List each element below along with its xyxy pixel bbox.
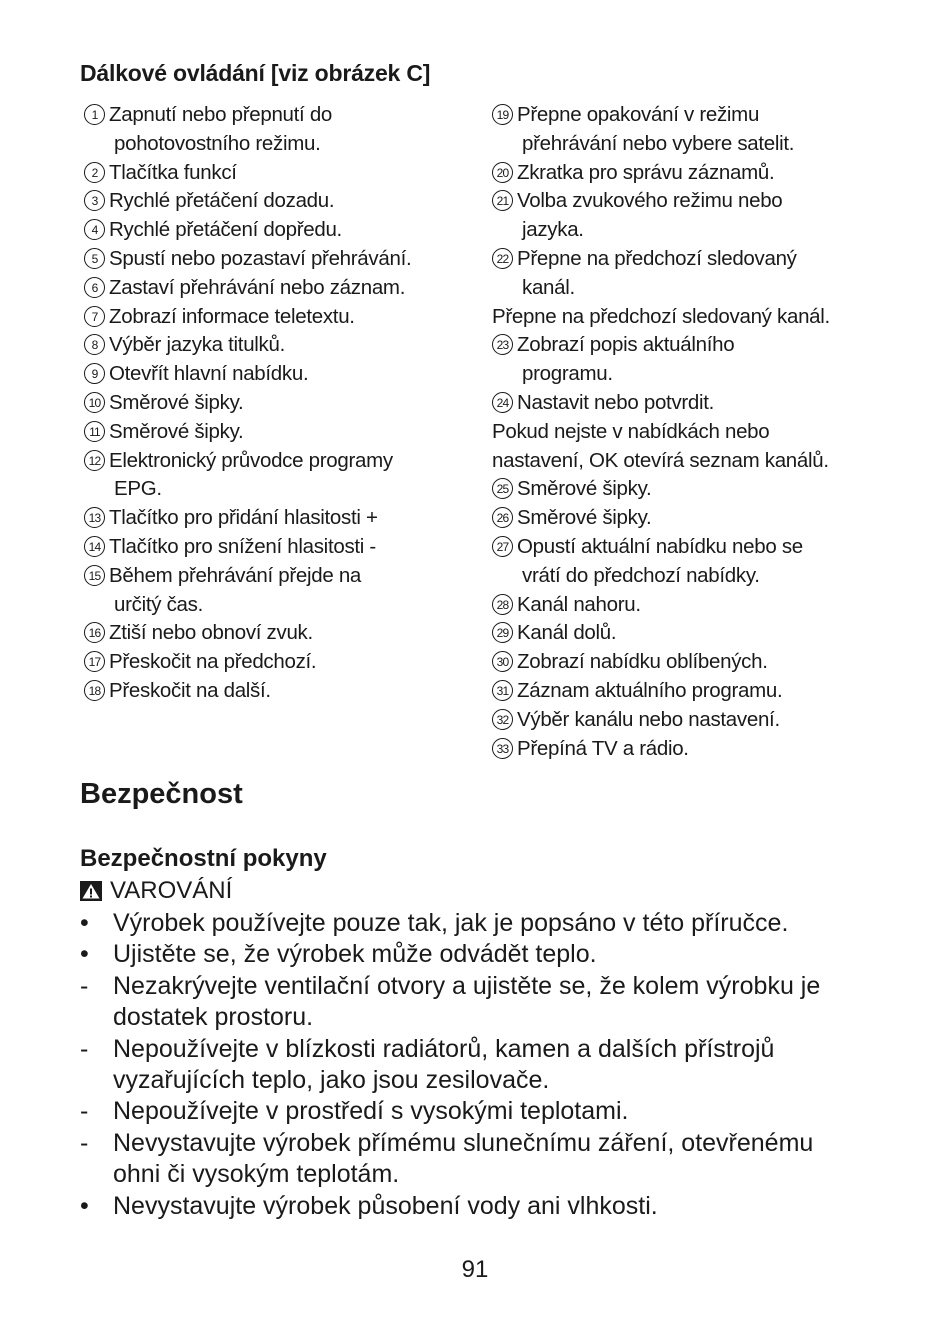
remote-key-item: [84, 504, 484, 533]
key-note: nastavení, OK otevírá seznam kanálů.: [492, 448, 829, 472]
remote-key-item: [84, 245, 484, 274]
key-description: Během přehrávání přejde na: [109, 563, 362, 587]
list-marker: •: [80, 909, 89, 937]
list-marker: •: [80, 1191, 89, 1220]
remote-key-item: [84, 677, 484, 706]
key-number: 7: [84, 306, 105, 327]
key-description: Směrové šipky.: [517, 506, 652, 530]
key-description: Směrové šipky.: [109, 419, 244, 443]
remote-key-item: [492, 331, 887, 389]
remote-key-item: [84, 562, 484, 620]
remote-key-item: [84, 418, 484, 447]
key-number: 2: [84, 162, 105, 183]
remote-key-item: [84, 187, 484, 216]
safety-item-text: Nepoužívejte v blízkosti radiátorů, kamen a dalších přístrojů: [113, 1034, 775, 1063]
remote-key-item: [492, 533, 887, 591]
safety-item-text: Výrobek používejte pouze tak, jak je popsáno v této příručce.: [113, 909, 789, 937]
key-number: 14: [84, 536, 105, 557]
key-number: 4: [84, 219, 105, 240]
remote-key-item: [492, 648, 887, 677]
safety-item: [80, 1034, 880, 1097]
key-description: Elektronický průvodce programy: [109, 448, 393, 472]
key-description: Kanál nahoru.: [517, 592, 641, 616]
key-description: Volba zvukového režimu nebo: [517, 189, 783, 213]
key-number: 13: [84, 507, 105, 528]
key-number: 27: [492, 536, 513, 557]
key-number: 15: [84, 565, 105, 586]
key-description: Přeskočit na další.: [109, 678, 271, 702]
remote-key-item: [84, 159, 484, 188]
key-description: Zobrazí nabídku oblíbených.: [517, 650, 768, 674]
safety-list: [80, 908, 880, 1222]
key-number: 17: [84, 651, 105, 672]
remote-key-item: [492, 159, 887, 188]
list-marker: -: [80, 971, 89, 1000]
key-number: 11: [84, 421, 105, 442]
key-description: Zastaví přehrávání nebo záznam.: [109, 275, 406, 299]
key-description: Zobrazí informace teletextu.: [109, 304, 355, 328]
key-description: Přepne na předchozí sledovaný: [517, 246, 797, 270]
key-number: 10: [84, 392, 105, 413]
list-marker: -: [80, 1034, 89, 1063]
key-number: 16: [84, 622, 105, 643]
key-note: Přepne na předchozí sledovaný kanál.: [492, 304, 830, 328]
key-number: 1: [84, 104, 105, 125]
key-description: Směrové šipky.: [517, 477, 652, 501]
remote-key-item: [84, 533, 484, 562]
key-number: 6: [84, 277, 105, 298]
key-description: Přepne opakování v režimu: [517, 103, 760, 126]
remote-key-item: [84, 101, 484, 159]
key-number: 30: [492, 651, 513, 672]
key-number: 20: [492, 162, 513, 183]
safety-heading: Bezpečnost: [80, 778, 243, 810]
key-number: 3: [84, 190, 105, 211]
key-number: 28: [492, 594, 513, 615]
warning-row: [80, 877, 232, 905]
key-description: Ztiší nebo obnoví zvuk.: [109, 621, 313, 645]
key-number: 18: [84, 680, 105, 701]
safety-item: [80, 971, 880, 1034]
remote-key-item: [84, 447, 484, 505]
remote-key-item: [492, 475, 887, 504]
key-description: Zobrazí popis aktuálního: [517, 333, 735, 357]
key-description: Směrové šipky.: [109, 390, 244, 414]
remote-key-item: [84, 619, 484, 648]
safety-item-text: vyzařujících teplo, jako jsou zesilovače.: [113, 1066, 550, 1095]
remote-key-item: [84, 389, 484, 418]
key-description: Zapnutí nebo přepnutí do: [109, 103, 333, 126]
key-description: Otevřít hlavní nabídku.: [109, 362, 309, 386]
key-number: 31: [492, 680, 513, 701]
key-description: Přeskočit na předchozí.: [109, 650, 317, 674]
key-description: Tlačítko pro snížení hlasitosti -: [109, 534, 376, 558]
remote-key-item: [84, 216, 484, 245]
safety-item: [80, 1128, 880, 1191]
key-number: 24: [492, 392, 513, 413]
key-description: programu.: [522, 362, 613, 386]
key-number: 26: [492, 507, 513, 528]
list-marker: -: [80, 1128, 89, 1157]
remote-key-item: [492, 591, 887, 620]
warning-label: VAROVÁNÍ: [110, 877, 233, 904]
remote-key-item: [84, 274, 484, 303]
safety-subheading: Bezpečnostní pokyny: [80, 845, 327, 872]
safety-item-text: Ujistěte se, že výrobek může odvádět teplo.: [113, 940, 597, 969]
remote-key-column-right: [492, 101, 887, 763]
key-number: 25: [492, 478, 513, 499]
key-number: 21: [492, 190, 513, 211]
remote-key-item: [492, 735, 887, 764]
safety-item-text: ohni či vysokým teplotám.: [113, 1160, 400, 1189]
manual-page: [80, 0, 880, 1319]
safety-item: [80, 939, 880, 970]
key-description: Výběr kanálu nebo nastavení.: [517, 707, 780, 731]
key-number: 8: [84, 334, 105, 355]
key-description: Přepíná TV a rádio.: [517, 736, 689, 760]
safety-item: [80, 908, 880, 939]
safety-item-text: Nepoužívejte v prostředí s vysokými teplotami.: [113, 1097, 629, 1126]
key-note: Pokud nejste v nabídkách nebo: [492, 419, 770, 443]
remote-key-item: [492, 389, 887, 418]
key-description: EPG.: [114, 477, 162, 501]
key-number: 9: [84, 363, 105, 384]
key-description: Kanál dolů.: [517, 621, 617, 645]
list-marker: •: [80, 940, 89, 969]
warning-icon: [80, 881, 102, 901]
list-marker: -: [80, 1097, 89, 1126]
key-description: Výběr jazyka titulků.: [109, 333, 285, 357]
key-description: jazyka.: [522, 218, 584, 242]
key-description: pohotovostního režimu.: [114, 131, 321, 155]
remote-heading: Dálkové ovládání [viz obrázek C]: [80, 60, 431, 86]
safety-item-text: Nezakrývejte ventilační otvory a ujistěte se, že kolem výrobku je: [113, 971, 821, 1000]
remote-key-item: [84, 331, 484, 360]
key-number: 33: [492, 738, 513, 759]
remote-key-item: [84, 303, 484, 332]
safety-item-text: dostatek prostoru.: [113, 1003, 314, 1032]
key-number: 19: [492, 104, 513, 125]
remote-key-column-left: [84, 101, 484, 706]
key-description: Rychlé přetáčení dopředu.: [109, 218, 342, 242]
remote-key-item: [492, 101, 887, 159]
key-number: 5: [84, 248, 105, 269]
page-number: 91: [461, 1256, 489, 1283]
key-description: přehrávání nebo vybere satelit.: [522, 131, 795, 155]
key-description: Rychlé přetáčení dozadu.: [109, 189, 335, 213]
safety-item: [80, 1191, 880, 1222]
key-description: Tlačítko pro přidání hlasitosti +: [109, 506, 378, 530]
key-description: vrátí do předchozí nabídky.: [522, 563, 760, 587]
key-description: Zkratka pro správu záznamů.: [517, 160, 775, 184]
key-description: určitý čas.: [114, 592, 203, 616]
remote-key-item: [84, 648, 484, 677]
key-description: Nastavit nebo potvrdit.: [517, 390, 715, 414]
key-description: Spustí nebo pozastaví přehrávání.: [109, 246, 412, 270]
remote-key-item: [492, 619, 887, 648]
key-description: Záznam aktuálního programu.: [517, 678, 783, 702]
remote-key-item: [84, 360, 484, 389]
key-number: 22: [492, 248, 513, 269]
key-description: Tlačítka funkcí: [109, 160, 237, 184]
remote-key-item: [492, 245, 887, 303]
safety-item-text: Nevystavujte výrobek působení vody ani vlhkosti.: [113, 1191, 658, 1220]
remote-key-item: [492, 677, 887, 706]
safety-item-text: Nevystavujte výrobek přímému slunečnímu záření, otevřenému: [113, 1128, 814, 1157]
key-description: Opustí aktuální nabídku nebo se: [517, 534, 803, 558]
remote-key-item: [492, 504, 887, 533]
key-number: 12: [84, 450, 105, 471]
key-number: 32: [492, 709, 513, 730]
remote-key-item: [492, 187, 887, 245]
key-description: kanál.: [522, 275, 575, 299]
safety-item: [80, 1096, 880, 1127]
key-number: 23: [492, 334, 513, 355]
remote-key-item: [492, 706, 887, 735]
key-number: 29: [492, 622, 513, 643]
